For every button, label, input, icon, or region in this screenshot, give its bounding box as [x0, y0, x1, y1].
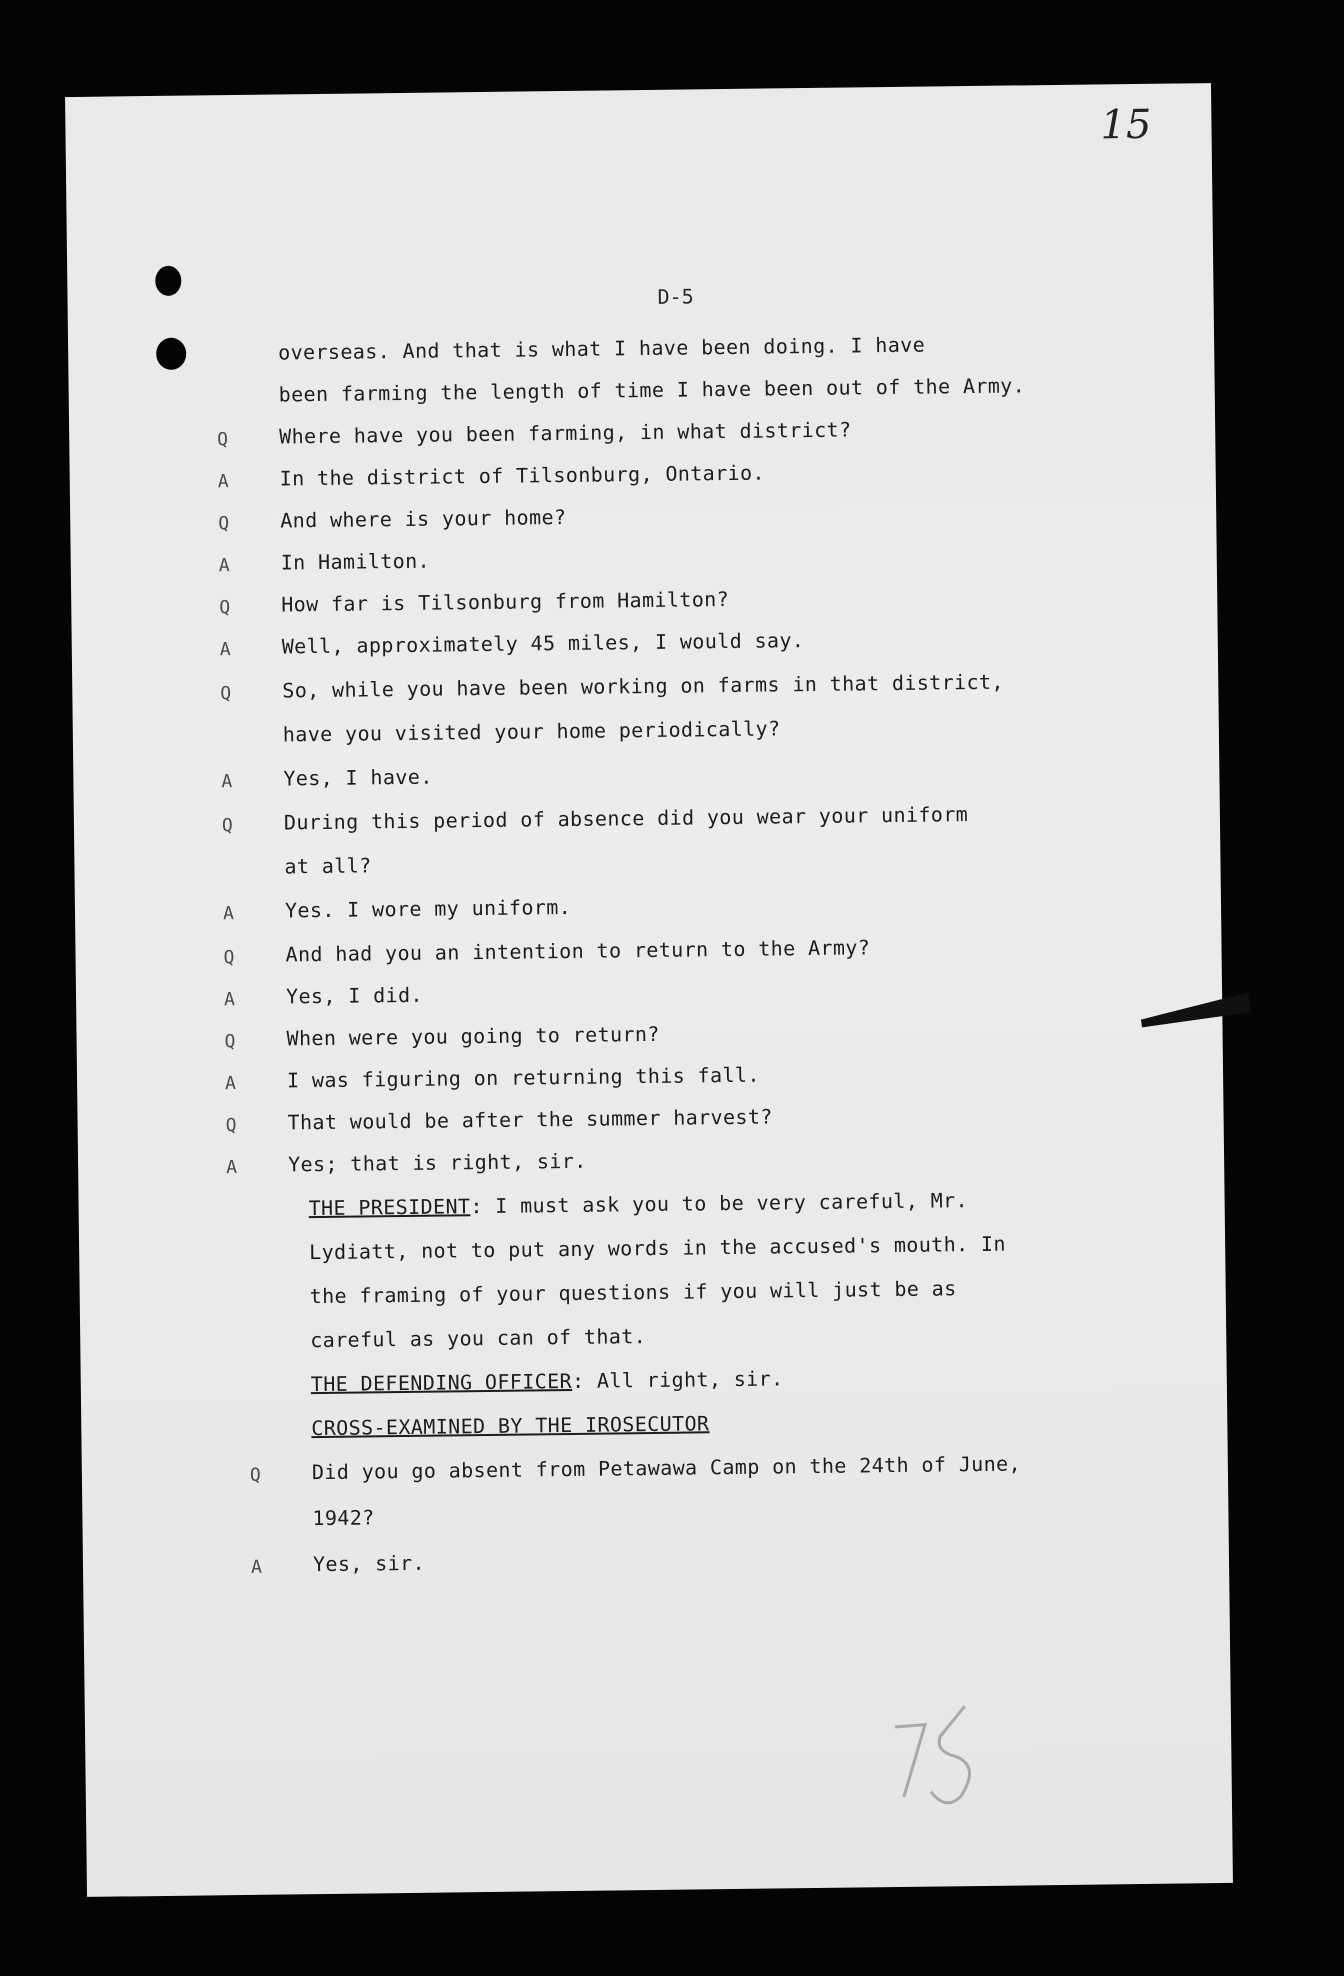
president-statement-line: careful as you can of that. — [310, 1324, 647, 1353]
qa-label: A — [223, 989, 236, 1011]
speaker-defending-officer: THE DEFENDING OFFICER — [310, 1368, 573, 1397]
transcript-line: Yes, I did. — [285, 982, 424, 1009]
transcript-line: been farming the length of time I have been out of the Army. — [278, 373, 1026, 407]
qa-label: Q — [224, 1031, 236, 1053]
qa-label: Q — [218, 513, 230, 535]
transcript-line: And had you an intention to return to the Army? — [285, 935, 871, 967]
president-statement-line: THE PRESIDENT: I must ask you to be very careful, Mr. — [308, 1188, 969, 1221]
transcript-line: Yes. I wore my uniform. — [284, 894, 572, 923]
punch-hole — [155, 266, 181, 296]
transcript-line: 1942? — [312, 1505, 375, 1531]
qa-label: A — [218, 555, 230, 577]
transcript-line: Yes; that is right, sir. — [287, 1148, 587, 1177]
qa-label: Q — [223, 947, 235, 969]
qa-label: Q — [219, 597, 231, 619]
qa-label: A — [217, 471, 229, 493]
qa-label: Q — [217, 429, 229, 451]
qa-label: Q — [220, 683, 232, 705]
qa-label: A — [226, 1157, 238, 1179]
transcript-line: During this period of absence did you wear your uniform — [283, 802, 969, 835]
defending-statement-line: THE DEFENDING OFFICER: All right, sir. — [310, 1366, 784, 1397]
qa-label: Q — [221, 815, 233, 837]
transcript-line: overseas. And that is what I have been doing. I have — [278, 332, 926, 365]
qa-label: Q — [249, 1464, 261, 1486]
president-statement-line: the framing of your questions if you will just be as — [309, 1276, 957, 1309]
transcript-line: And where is your home? — [280, 504, 567, 533]
qa-label: A — [222, 903, 235, 925]
folio-number: 15 — [1100, 101, 1152, 149]
president-statement-line: Lydiatt, not to put any words in the accused's mouth. In — [309, 1231, 1006, 1265]
transcript-line: So, while you have been working on farms in that district, — [282, 669, 1004, 703]
transcript-line: In the district of Tilsonburg, Ontario. — [279, 460, 766, 491]
cross-examination-heading: CROSS-EXAMINED BY THE IROSECUTOR — [311, 1411, 710, 1441]
qa-label: A — [221, 771, 233, 793]
transcript-line: Did you go absent from Petawawa Camp on the 24th of June, — [311, 1451, 1022, 1485]
transcript-line: at all? — [284, 853, 372, 879]
transcript-line: How far is Tilsonburg from Hamilton? — [281, 586, 730, 617]
page-code: D-5 — [657, 284, 694, 309]
transcript-line: Yes, I have. — [283, 764, 433, 791]
qa-label: A — [219, 639, 231, 661]
qa-label: Q — [225, 1115, 237, 1137]
qa-label: A — [224, 1073, 237, 1095]
qa-label: A — [250, 1556, 262, 1578]
transcript-line: Well, approximately 45 miles, I would say. — [281, 628, 805, 659]
handwritten-stamp-number — [885, 1696, 996, 1817]
transcript-line: Yes, sir. — [312, 1550, 426, 1577]
transcript-line: In Hamilton. — [280, 548, 431, 575]
transcript-line: When were you going to return? — [286, 1021, 660, 1051]
punch-hole — [156, 338, 186, 370]
document-page — [65, 83, 1233, 1897]
speaker-president: THE PRESIDENT — [308, 1194, 471, 1221]
transcript-line: I was figuring on returning this fall. — [286, 1062, 760, 1093]
transcript-line: That would be after the summer harvest? — [287, 1104, 773, 1135]
transcript-line: have you visited your home periodically? — [282, 716, 781, 747]
transcript-line: Where have you been farming, in what district? — [279, 417, 852, 449]
